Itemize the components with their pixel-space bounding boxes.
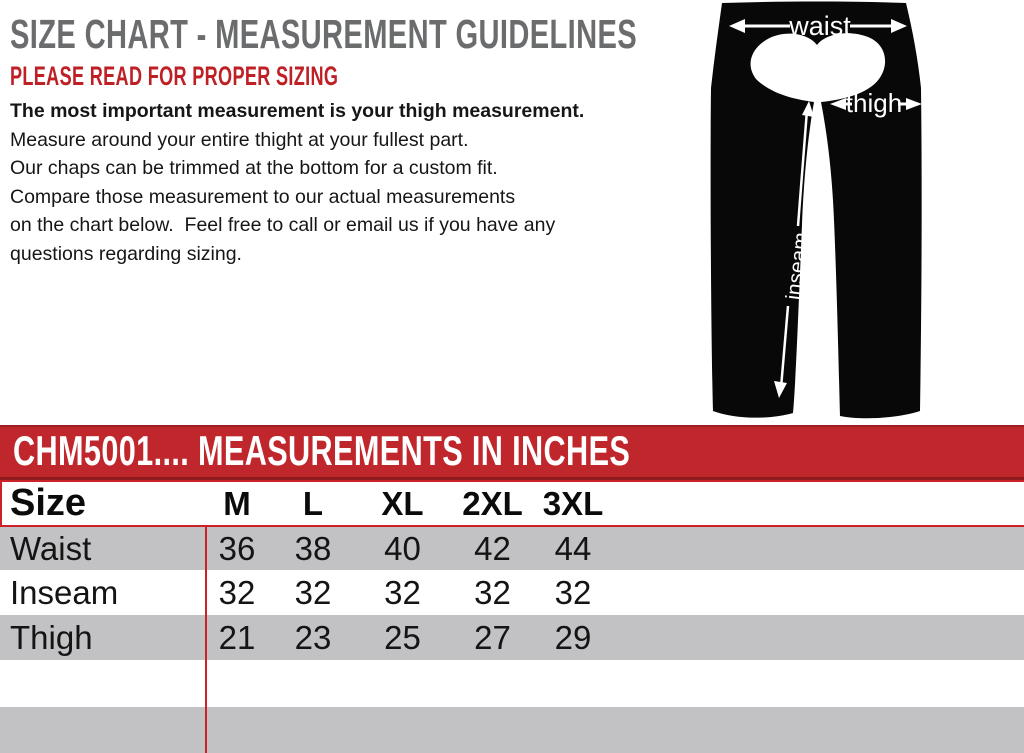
- measurement-cell: 40: [384, 529, 421, 567]
- thigh-label: thigh: [845, 88, 903, 118]
- measurement-cell: 36: [218, 529, 256, 567]
- table-row-thigh: [0, 615, 1024, 660]
- row-label: Inseam: [10, 573, 119, 611]
- chaps-silhouette: [711, 2, 922, 419]
- size-corner-label: Size: [10, 482, 87, 524]
- measurement-cell: 29: [554, 618, 592, 656]
- table-row-waist: [0, 527, 1024, 570]
- measurement-cell: 44: [554, 529, 592, 567]
- measurement-cell: 32: [554, 573, 592, 611]
- column-header-xl: XL: [381, 484, 424, 522]
- row-label: Waist: [10, 529, 92, 567]
- measurement-cell: 23: [294, 618, 332, 656]
- intro-line: Our chaps can be trimmed at the bottom for a custom fit.: [10, 157, 498, 179]
- column-header-m: M: [223, 484, 251, 522]
- measurement-cell: 27: [474, 618, 511, 656]
- intro-line: The most important measurement is your thigh measurement.: [10, 100, 585, 122]
- table-row-empty: [0, 707, 1024, 753]
- table-left-red-line: [0, 480, 2, 527]
- measurement-cell: 21: [218, 618, 256, 656]
- measurement-cell: 25: [384, 618, 421, 656]
- row-label: Thigh: [10, 618, 93, 656]
- table-header-row: [0, 482, 1024, 525]
- product-banner: [0, 425, 1024, 480]
- table-top-red-line: [0, 480, 1024, 482]
- table-vertical-red-line: [205, 525, 207, 753]
- table-row-empty: [0, 660, 1024, 707]
- column-header-l: L: [302, 484, 324, 522]
- measurement-cell: 32: [218, 573, 256, 611]
- column-header-3xl: 3XL: [542, 484, 604, 522]
- measurement-cell: 32: [384, 573, 421, 611]
- chaps-diagram: [702, 0, 932, 424]
- intro-line: on the chart below. Feel free to call or email us if you have any: [10, 214, 556, 236]
- page-subtitle: PLEASE READ FOR PROPER SIZING: [10, 61, 339, 91]
- measurement-cell: 32: [474, 573, 511, 611]
- intro-line: questions regarding sizing.: [10, 242, 242, 265]
- intro-line: Compare those measurement to our actual measurements: [10, 185, 516, 208]
- intro-paragraph: [10, 97, 584, 268]
- page-title: SIZE CHART - MEASUREMENT GUIDELINES: [10, 11, 637, 57]
- measurement-cell: 32: [294, 573, 332, 611]
- table-header-red-line: [0, 525, 1024, 527]
- banner-text: CHM5001.... MEASUREMENTS IN INCHES: [13, 427, 631, 475]
- column-header-2xl: 2XL: [462, 484, 523, 522]
- table-row-inseam: [0, 570, 1024, 615]
- waist-label: waist: [789, 11, 851, 41]
- inseam-label: inseam: [781, 231, 814, 302]
- intro-line: Measure around your entire thight at your fullest part.: [10, 128, 469, 151]
- measurement-cell: 42: [474, 529, 511, 567]
- measurement-cell: 38: [294, 529, 332, 567]
